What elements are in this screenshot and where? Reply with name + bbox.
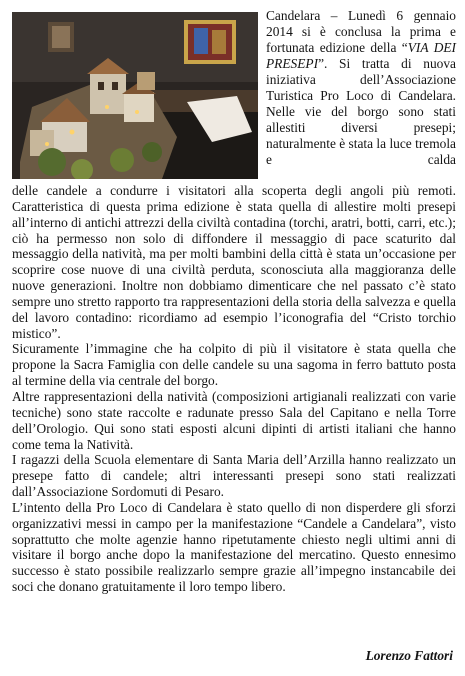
author-signature: Lorenzo Fattori: [365, 648, 453, 663]
body-paragraph-3: Altre rappresentazioni della natività (composizioni artigianali realizzati con varie tecniche) sono state raccolte e radunate presso Sala del Capitano e nella Torre dell’Orologio. Qui sono stati esposti alcuni dipinti di artisti italiani che hanno come tema la Natività.: [12, 388, 456, 452]
intro-paragraph: Candelara – Lunedì 6 gennaio 2014 si è conclusa la prima e fortunata edizione della “VIA DEI PRESEPI”. Si tratta di nuova iniziativa dell’Associazione Turistica Pro Loco di Candelara. Nelle vie del borgo sono stati allestiti diversi presepi; naturalmente è stata la luce tremola e calda: [266, 8, 456, 167]
nativity-scene-photo: [12, 12, 258, 179]
body-paragraph-4: I ragazzi della Scuola elementare di Santa Maria dell’Arzilla hanno realizzato un presepe fatto di candele; altri interessanti presepi sono stati realizzati dall’Associazione Sordomuti di Pesaro.: [12, 452, 456, 500]
article-body: [12, 183, 456, 595]
article-intro: [266, 8, 456, 168]
body-paragraph-1: delle candele a condurre i visitatori alla scoperta degli angoli più remoti. Caratteristica di questa prima edizione è stata quella di allestire molti presepi all’interno di antichi attrezzi della civiltà contadina (torchi, aratri, botti, carri, etc.); ciò ha permesso non solo di diffondere il messaggio di pace scaturito dal messaggio della natività, ma per molti bambini della città è stata un’occasione per scoprire cose nuove di una civiltà perduta, sconosciuta alla maggioranza delle nuove generazioni. Inoltre non dobbiamo dimenticare che nel passato c’è stato sempre uno stretto rapporto tra rappresentazioni della storia della salvezza e quella del lavoro contadino: ricordiamo ad esempio l’iconografia del “Cristo torchio mistico”.: [12, 183, 456, 341]
event-title: VIA DEI PRESEPI: [266, 39, 456, 71]
body-paragraph-2: Sicuramente l’immagine che ha colpito di più il visitatore è stata quella che propone la Sacra Famiglia con delle candele su una sagoma in ferro battuto posta al termine della via centrale del borgo.: [12, 341, 456, 389]
body-paragraph-5: L’intento della Pro Loco di Candelara è stato quello di non disperdere gli sforzi organizzativi messi in campo per la manifestazione “Candele a Candelara”, visto soprattutto che molte agenzie hanno ripetutamente chiesto negli ultimi anni di visitare il borgo anche dopo la manifestazione del mercatino. Questo ennesimo successo è stato possibile realizzarlo sempre grazie all’impegno instancabile dei soci che donano gratuitamente il loro tempo libero.: [12, 499, 456, 595]
